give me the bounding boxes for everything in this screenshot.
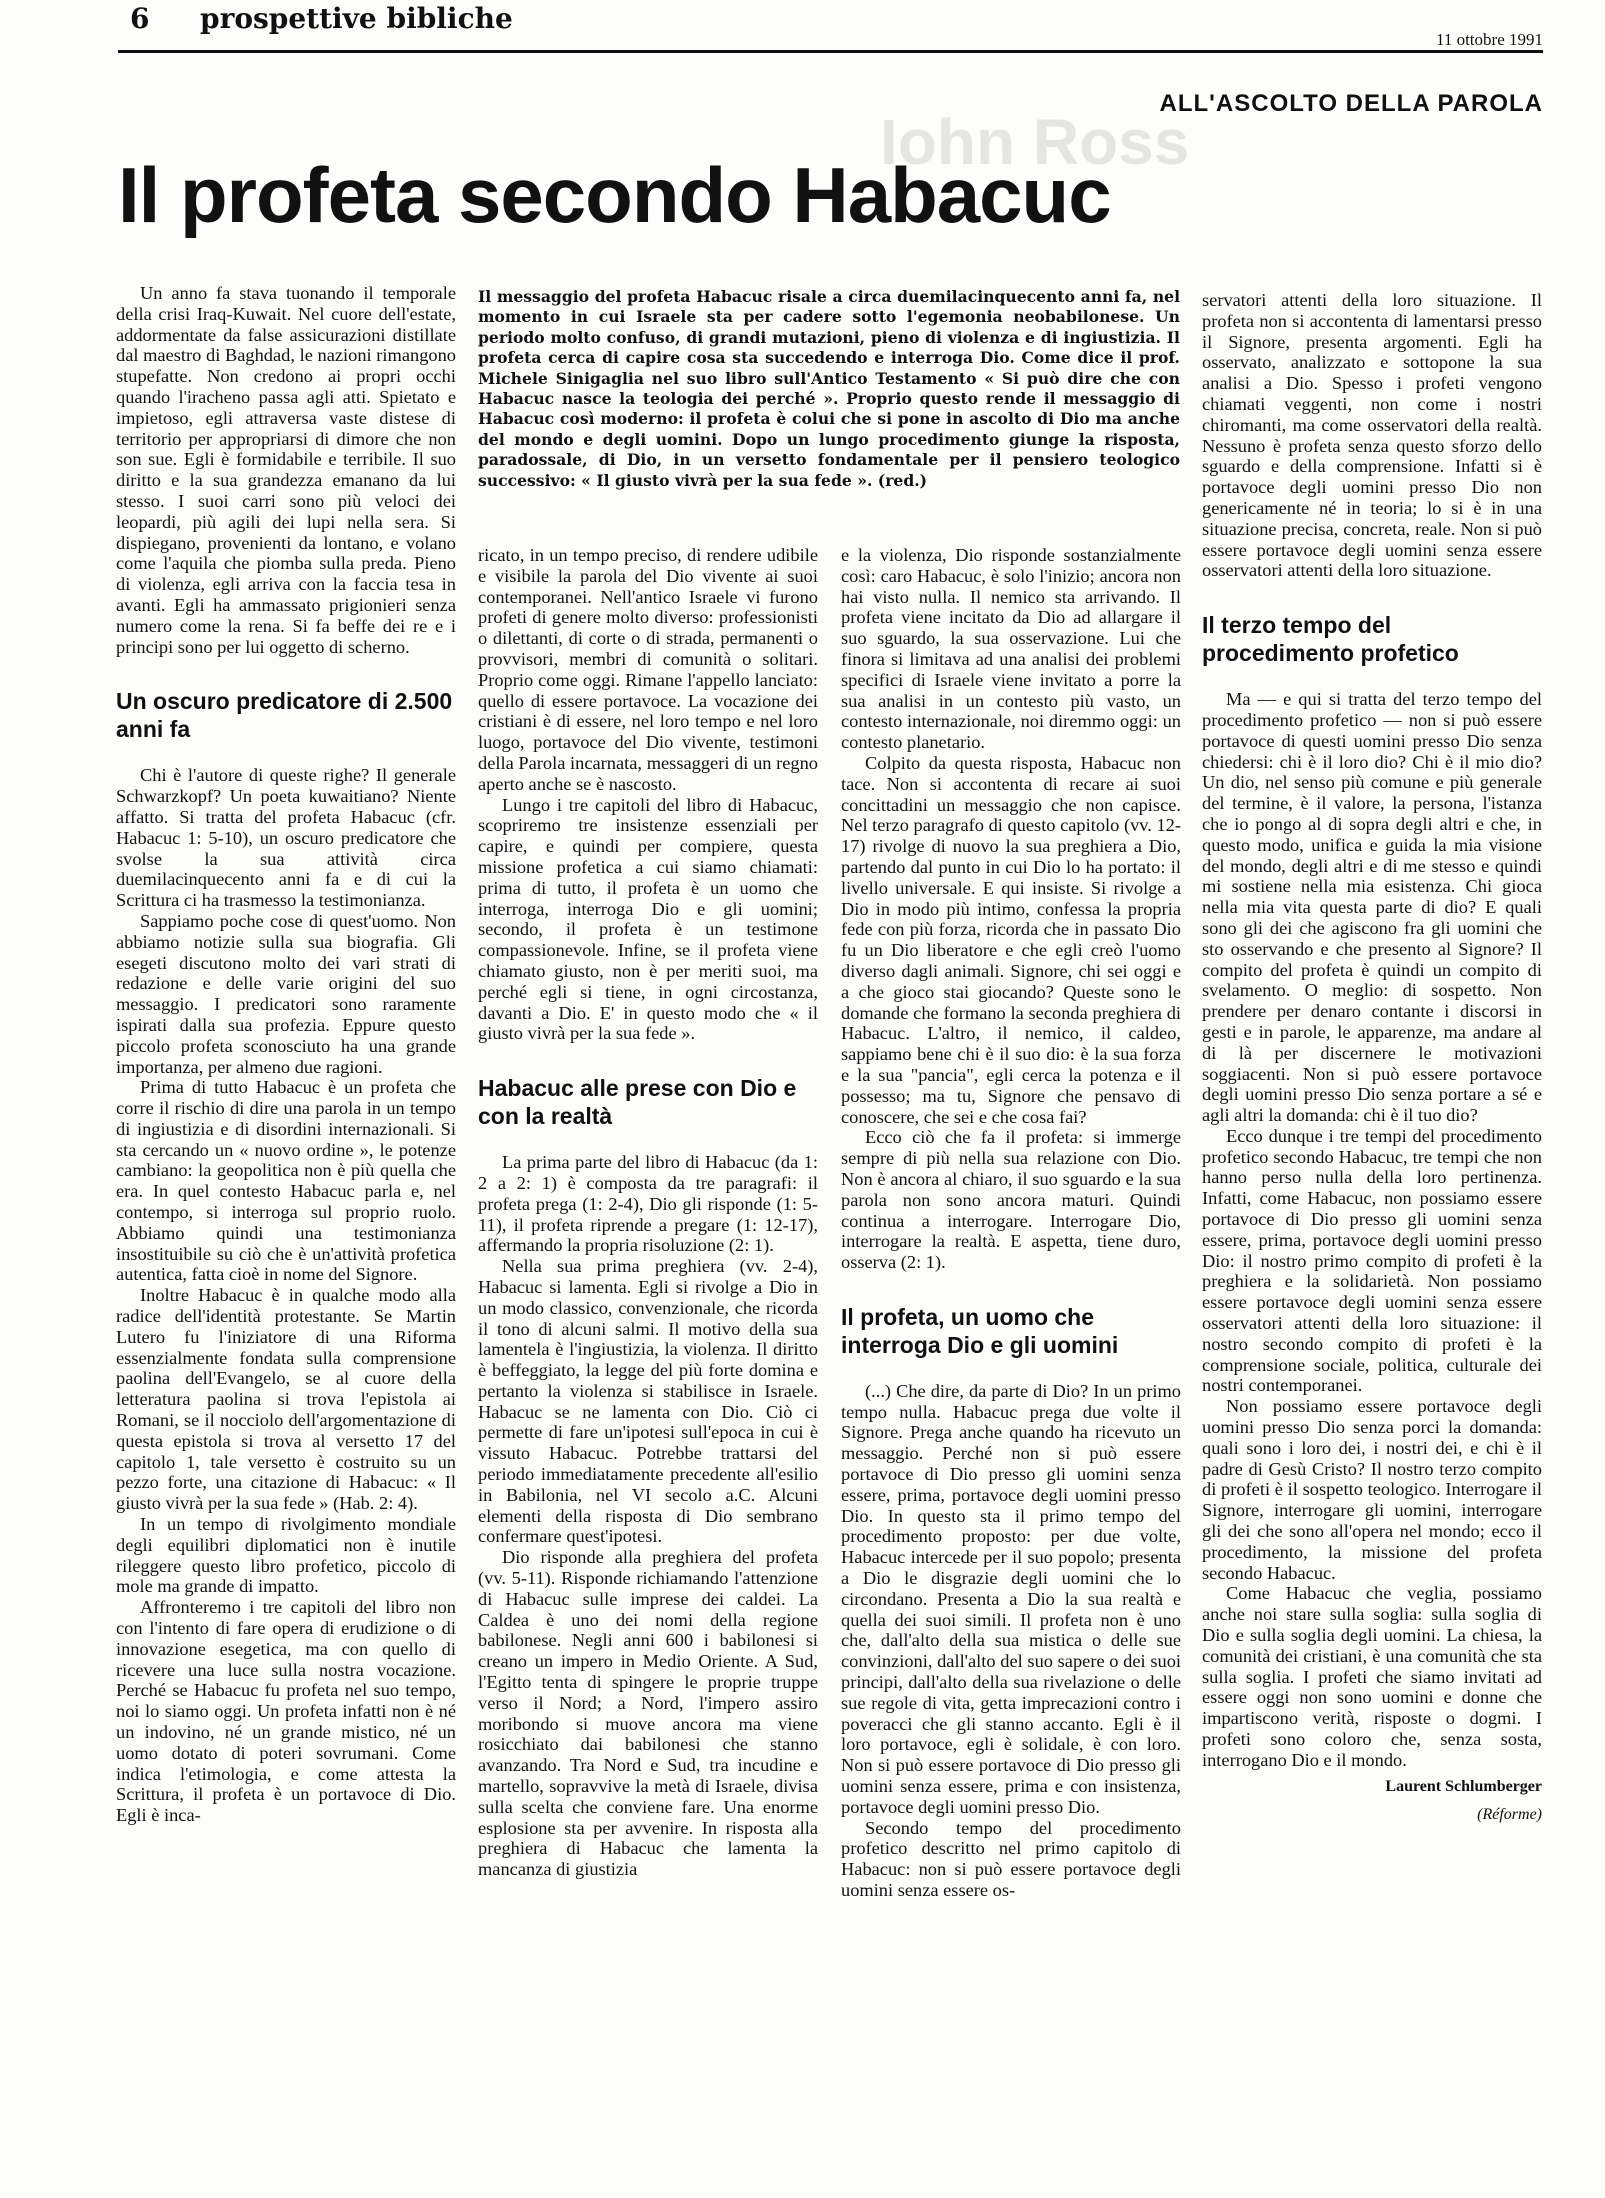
- paragraph: Come Habacuc che veglia, possiamo anche noi stare sulla soglia: sulla soglia di Dio e sulla soglia degli uomini. La chiesa, la comunità dei cristiani, è una comunità che sta sulla soglia. I profeti che siamo invitati ad essere oggi non sono uomini e donne che impartiscono verità, risposte o dogmi. I profeti sono coloro che, senza sosta, interrogano Dio e il mondo.: [1202, 1583, 1542, 1770]
- section-label: ALL'ASCOLTO DELLA PAROLA: [1159, 90, 1543, 117]
- paragraph: Ma — e qui si tratta del terzo tempo del procedimento profetico — non si può essere portavoce di questi uomini presso Dio senza chiedersi: chi è il loro dio? Chi è il mio dio? Un dio, nel senso più comune e più generale del termine, è il valore, la persona, l'istanza che io pongo al di sopra degli altri e che, in questo modo, unifica e guida la mia visione del mondo, degli altri e di me stesso e quindi mi sostiene nella mia esistenza. Chi gioca nella mia vita questa parte di dio? E quali sono gli dei che agiscono fra gli uomini che sto osservando e che presento al Signore? Il compito del profeta è quindi un compito di svelamento. O meglio: di sospetto. Non prendere per denaro contante i discorsi in gesti e in parole, le apparenze, ma andare al di là per discernere le motivazioni soggiacenti. Non si può essere portavoce degli uomini presso Dio senza portare a sé e agli altri la domanda: chi è il tuo dio?: [1202, 689, 1542, 1126]
- paragraph: Affronteremo i tre capitoli del libro non con l'intento di fare opera di erudizione o di innovazione esegetica, ma con quello di ricevere una luce sulla nostra vocazione. Perché se Habacuc fu profeta nel suo tempo, noi lo siamo oggi. Un profeta infatti non è né un indovino, né un grande mistico, né un uomo dotato di poteri sovrumani. Come indica l'etimologia, e come attesta la Scrittura, il profeta è un portavoce di Dio. Egli è inca-: [116, 1597, 456, 1826]
- paragraph: In un tempo di rivolgimento mondiale degli equilibri diplomatici non è inutile rileggere questo libro profetico, piccolo di mole ma grande di impatto.: [116, 1514, 456, 1597]
- page-number: 6: [130, 2, 150, 35]
- intro-paragraph: Il messaggio del profeta Habacuc risale a circa duemilacinquecento anni fa, nel momento in cui Israele sta per cadere sotto l'egemonia neobabilonese. Un periodo molto confuso, di grandi mutazioni, pieno di violenza e di ingiustizia. Il profeta cerca di capire cosa sta succedendo e interroga Dio. Come dice il prof. Michele Sinigaglia nel suo libro sull'Antico Testamento « Si può dire che con Habacuc nasce la teologia dei perché ». Proprio questo rende il messaggio di Habacuc così moderno: il profeta è colui che si pone in ascolto di Dio ma anche del mondo e degli uomini. Dopo un lungo procedimento giunge la risposta, paradossale, di Dio, in un versetto fondamentale per il pensiero teologico successivo: « Il giusto vivrà per la sua fede ». (red.): [478, 287, 1180, 490]
- paragraph: Prima di tutto Habacuc è un profeta che corre il rischio di dire una parola in un tempo di ingiustizia e di disordini internazionali. Si sta cercando un « nuovo ordine », le potenze cambiano: la geopolitica non è più quella che era. In quel contesto Habacuc parla e, nel contempo, si interroga sul proprio ruolo. Abbiamo quindi una testimonianza insostituibile su ciò che è un'attività profetica autentica, fatta cioè in nome del Signore.: [116, 1077, 456, 1285]
- publication-name: prospettive bibliche: [200, 2, 513, 35]
- subheading: Il profeta, un uomo che interroga Dio e gli uomini: [841, 1303, 1119, 1358]
- column-2: [478, 545, 818, 1880]
- paragraph: Un anno fa stava tuonando il temporale della crisi Iraq-Kuwait. Nel cuore dell'estate, addormentate da false assicurazioni distillate dal maestro di Baghdad, le nazioni rimangono stupefatte. Non credono ai propri occhi quando l'iracheno passa agli atti. Spietato e impietoso, egli attraversa vaste distese di territorio per appropriarsi di dimore che non son sue. Egli è formidabile e terribile. Il suo diritto e la sua grandezza emanano da lui stesso. I suoi carri sono più veloci dei leopardi, più agili dei lupi nella sera. Si dispiegano, provenienti da lontano, e volano come l'aquila che piomba sulla preda. Pieno di violenza, egli arriva con la faccia tesa in avanti. Egli ha ammassato prigionieri senza numero come la rena. Si fa beffe dei re e i principi sono per lui oggetto di scherno.: [116, 283, 456, 657]
- source-credit: (Réforme): [1477, 1806, 1542, 1824]
- paragraph: Inoltre Habacuc è in qualche modo alla radice dell'identità protestante. Se Martin Lutero fu l'iniziatore di una Riforma essenzialmente fondata sulla comprensione paolina dell'Evangelo, se al cuore della letteratura paolina si trova l'epistola ai Romani, se il nocciolo dell'argomentazione di questa epistola si trova al versetto 17 del capitolo 1, tale versetto è costruito su un pezzo forte, una citazione di Habacuc: « Il giusto vivrà per la sua fede » (Hab. 2: 4).: [116, 1285, 456, 1514]
- header-rule: [118, 50, 1543, 53]
- column-4: [1202, 290, 1542, 1826]
- paragraph: servatori attenti della loro situazione. Il profeta non si accontenta di lamentarsi presso il Signore, presenta argomenti. Egli ha osservato, analizzato e sottopone la sua analisi a Dio. Spesso i profeti vengono chiamati veggenti, non come i nostri chiromanti, ma come osservatori della realtà. Nessuno è profeta senza questo sforzo dello sguardo e della comprensione. Infatti si è portavoce degli uomini presso Dio non genericamente né in teoria; lo si è in una situazione precisa, concreta, reale. Non si può essere portavoce degli uomini senza essere osservatori attenti della loro situazione.: [1202, 290, 1542, 581]
- column-3: [841, 545, 1181, 1901]
- paragraph: Dio risponde alla preghiera del profeta (vv. 5-11). Risponde richiamando l'attenzione di Habacuc sulle imprese dei caldei. La Caldea è uno dei nomi della regione babilonese. Negli anni 600 i babilonesi si creano un impero in Medio Oriente. A Sud, l'Egitto tenta di spingere le proprie truppe verso il Nord; a Nord, l'impero assiro moribondo si muove ancora ma viene rosicchiato dai babilonesi che stanno avanzando. Tra Nord e Sud, tra incudine e martello, sopravvive la metà di Israele, divisa sulla scelta che conviene fare. Una enorme esplosione sta per avvenire. In risposta alla preghiera di Habacuc che lamenta la mancanza di giustizia: [478, 1547, 818, 1880]
- paragraph: Colpito da questa risposta, Habacuc non tace. Non si accontenta di recare ai suoi concittadini un messaggio che non capisce. Nel terzo paragrafo di questo capitolo (vv. 12-17) rivolge di nuovo la sua preghiera a Dio, partendo dal punto in cui Dio lo ha portato: il livello universale. E qui insiste. Si rivolge a Dio in modo più intimo, confessa la propria fede con più forza, ricorda che in passato Dio fu un Dio liberatore e che egli creò l'uomo diverso dagli animali. Signore, chi sei oggi e a che gioco stai giocando? Queste sono le domande che formano la seconda preghiera di Habacuc. L'altro, il nemico, il caldeo, sappiamo bene chi è il suo dio: è la sua forza e la sua "pancia", egli cerca la potenza e il possesso; ma tu, Signore che pensavo di conoscere, che sei e che cosa fai?: [841, 752, 1181, 1127]
- paragraph: Lungo i tre capitoli del libro di Habacuc, scopriremo tre insistenze essenziali per capire, e quindi per compiere, questa missione profetica a cui siamo chiamati: prima di tutto, il profeta è un uomo che interroga, interroga Dio e gli uomini; secondo, il profeta è un testimone compassionevole. Infine, se il profeta viene chiamato giusto, non è per meriti suoi, ma perché egli si tiene, in ogni circostanza, davanti a Dio. E' in questo modo che « il giusto vivrà per la sua fede ».: [478, 794, 818, 1044]
- column-1: [116, 283, 456, 1826]
- subheading: Un oscuro predicatore di 2.500 anni fa: [116, 688, 453, 743]
- subheading: Habacuc alle prese con Dio e con la realtà: [478, 1075, 797, 1130]
- author-signature: Laurent Schlumberger: [1385, 1777, 1542, 1795]
- paragraph: Nella sua prima preghiera (vv. 2-4), Habacuc si lamenta. Egli si rivolge a Dio in un modo classico, convenzionale, che ricorda il tono di alcuni salmi. Il motivo della sua lamentela è l'ingiustizia, la violenza. Il diritto è beffeggiato, la legge del più forte domina e pertanto la violenza si stabilisce in Israele. Habacuc se ne lamenta con Dio. Ciò ci permette di fare un'ipotesi sull'epoca in cui è vissuto Habacuc. Potrebbe trattarsi del periodo immediatamente precedente all'esilio in Babilonia, nel VI secolo a.C. Alcuni elementi della risposta di Dio sembrano confermare quest'ipotesi.: [478, 1256, 818, 1547]
- paragraph: Chi è l'autore di queste righe? Il generale Schwarzkopf? Un poeta kuwaitiano? Niente affatto. Si tratta del profeta Habacuc (cfr. Habacuc 1: 5-10), un oscuro predicatore che svolse la sua attività circa duemilacinquecento anni fa e di cui la Scrittura ci ha trasmesso la testimonianza.: [116, 765, 456, 911]
- bleed-through-text: Iohn Ross: [880, 106, 1190, 178]
- article-title: Il profeta secondo Habacuc: [118, 151, 1111, 239]
- paragraph: Ecco dunque i tre tempi del procedimento profetico secondo Habacuc, tre tempi che non hanno perso nulla della loro pertinenza. Infatti, come Habacuc, non possiamo essere portavoce di Dio presso gli uomini senza essere, prima, portavoce degli uomini presso Dio: il nostro primo compito di profeti è la preghiera e la solidarietà. Non possiamo essere portavoce degli uomini senza essere osservatori attenti della loro situazione: il nostro secondo compito di profeti è la comprensione sociale, politica, culturale dei nostri contemporanei.: [1202, 1125, 1542, 1396]
- article-intro: [478, 287, 1180, 491]
- paragraph: Non possiamo essere portavoce degli uomini presso Dio senza porci la domanda: quali sono i loro dei, i nostri dei, e chi è il padre di Gesù Cristo? Il nostro terzo compito di profeti è il sospetto teologico. Interrogare il Signore, interrogare gli uomini, interrogare gli dei che sono all'opera nel mondo; ecco il procedimento, la missione del profeta secondo Habacuc.: [1202, 1396, 1542, 1583]
- paragraph: e la violenza, Dio risponde sostanzialmente così: caro Habacuc, è solo l'inizio; ancora non hai visto nulla. Il nemico sta arrivando. Il profeta viene incitato da Dio ad allargare il suo sguardo, la sua osservazione. Lui che finora si limitava ad una analisi dei problemi specifici di Israele viene invitato a porre la sua analisi in un contesto più vasto, un contesto internazionale, noi diremmo oggi: un contesto planetario.: [841, 545, 1181, 753]
- issue-date: 11 ottobre 1991: [1435, 30, 1543, 49]
- paragraph: Ecco ciò che fa il profeta: si immerge sempre di più nella sua relazione con Dio. Non è ancora al chiaro, il suo sguardo e la sua parola non sono ancora maturi. Quindi continua a interrogare. Interrogare Dio, interrogare la realtà. E aspetta, tiene duro, osserva (2: 1).: [841, 1127, 1181, 1273]
- paragraph: Secondo tempo del procedimento profetico descritto nel primo capitolo di Habacuc: non si può essere portavoce degli uomini senza essere os-: [841, 1817, 1181, 1901]
- subheading: Il terzo tempo del procedimento profetico: [1202, 612, 1459, 667]
- paragraph: Sappiamo poche cose di quest'uomo. Non abbiamo notizie sulla sua biografia. Gli esegeti discutono molto dei vari strati di redazione e delle varie origini del suo messaggio. I predicatori sono raramente ispirati dalla sua profezia. Eppure questo piccolo profeta sconosciuto ha una grande importanza, per almeno due ragioni.: [116, 910, 456, 1077]
- paragraph: (...) Che dire, da parte di Dio? In un primo tempo nulla. Habacuc prega due volte il Signore. Prega anche quando ha ricevuto un messaggio. Perché non si può essere portavoce di Dio presso gli uomini senza essere, prima, portavoce degli uomini presso Dio. In questo sta il primo tempo del procedimento proposto: per due volte, Habacuc intercede per il suo popolo; presenta a Dio le disgrazie degli uomini che lo circondano. Presenta a Dio la sua realtà e quella dei suoi simili. Il profeta non è uno che, dall'alto della sua mistica o delle sue convinzioni, dall'alto del suo sapere o dei suoi principi, dall'alto della sua rivelazione o delle sue regole di vita, getta imprecazioni contro i poveracci che gli stanno accanto. Egli è il loro portavoce, egli è solidale, è con loro. Non si può essere portavoce di Dio presso gli uomini senza essere, prima e con insistenza, portavoce degli uomini presso Dio.: [841, 1380, 1181, 1817]
- paragraph: La prima parte del libro di Habacuc (da 1: 2 a 2: 1) è composta da tre paragrafi: il profeta prega (1: 2-4), Dio gli risponde (1: 5-11), il profeta riprende a pregare (1: 12-17), affermando la propria risoluzione (2: 1).: [478, 1152, 818, 1256]
- paragraph: ricato, in un tempo preciso, di rendere udibile e visibile la parola del Dio vivente ai suoi contemporanei. Nell'antico Israele vi furono profeti di genere molto diverso: professionisti o dilettanti, di corte o di strada, permanenti o provvisori, membri di comunità o solitari. Proprio come oggi. Rimane l'appello lanciato: quello di essere portavoce. La vocazione dei cristiani è di essere, nel loro tempo e nel loro luogo, portavoce del Dio vivente, testimoni della Parola incarnata, messaggeri di un regno aperto anche se è nascosto.: [478, 545, 818, 794]
